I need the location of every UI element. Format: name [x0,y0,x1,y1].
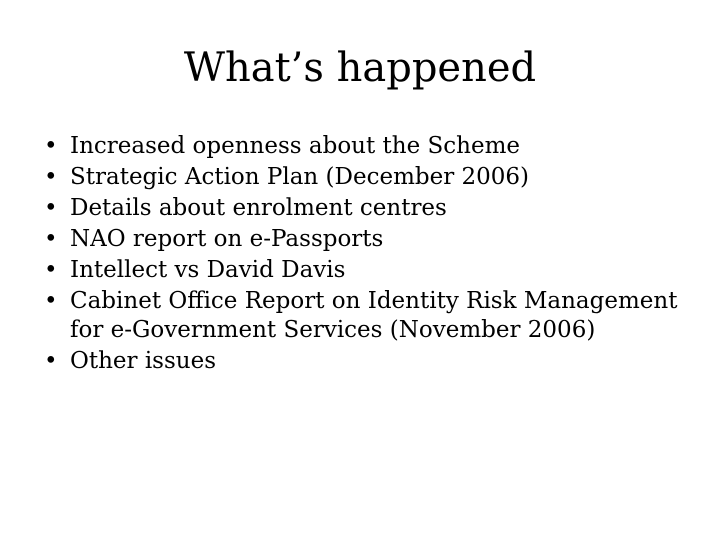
bullet-icon: • [44,133,58,159]
bullet-icon: • [44,288,58,314]
list-item [44,225,684,254]
list-item [44,163,684,192]
list-item [44,347,684,376]
bullet-icon: • [44,195,58,221]
list-item-text: NAO report on e-Passports [70,226,384,252]
list-item-text: Cabinet Office Report on Identity Risk Management for e-Government Services (November 2006) [70,288,678,343]
list-item [44,194,684,223]
list-item-text: Increased openness about the Scheme [70,133,520,159]
list-item-text: Strategic Action Plan (December 2006) [70,164,530,190]
list-item [44,132,684,161]
bullet-list [44,132,684,378]
bullet-icon: • [44,226,58,252]
list-item-text: Intellect vs David Davis [70,257,346,283]
list-item-text: Details about enrolment centres [70,195,447,221]
bullet-icon: • [44,257,58,283]
bullet-icon: • [44,348,58,374]
list-item [44,287,684,345]
list-item [44,256,684,285]
list-item-text: Other issues [70,348,217,374]
bullet-icon: • [44,164,58,190]
slide-title: What’s happened [183,45,537,91]
